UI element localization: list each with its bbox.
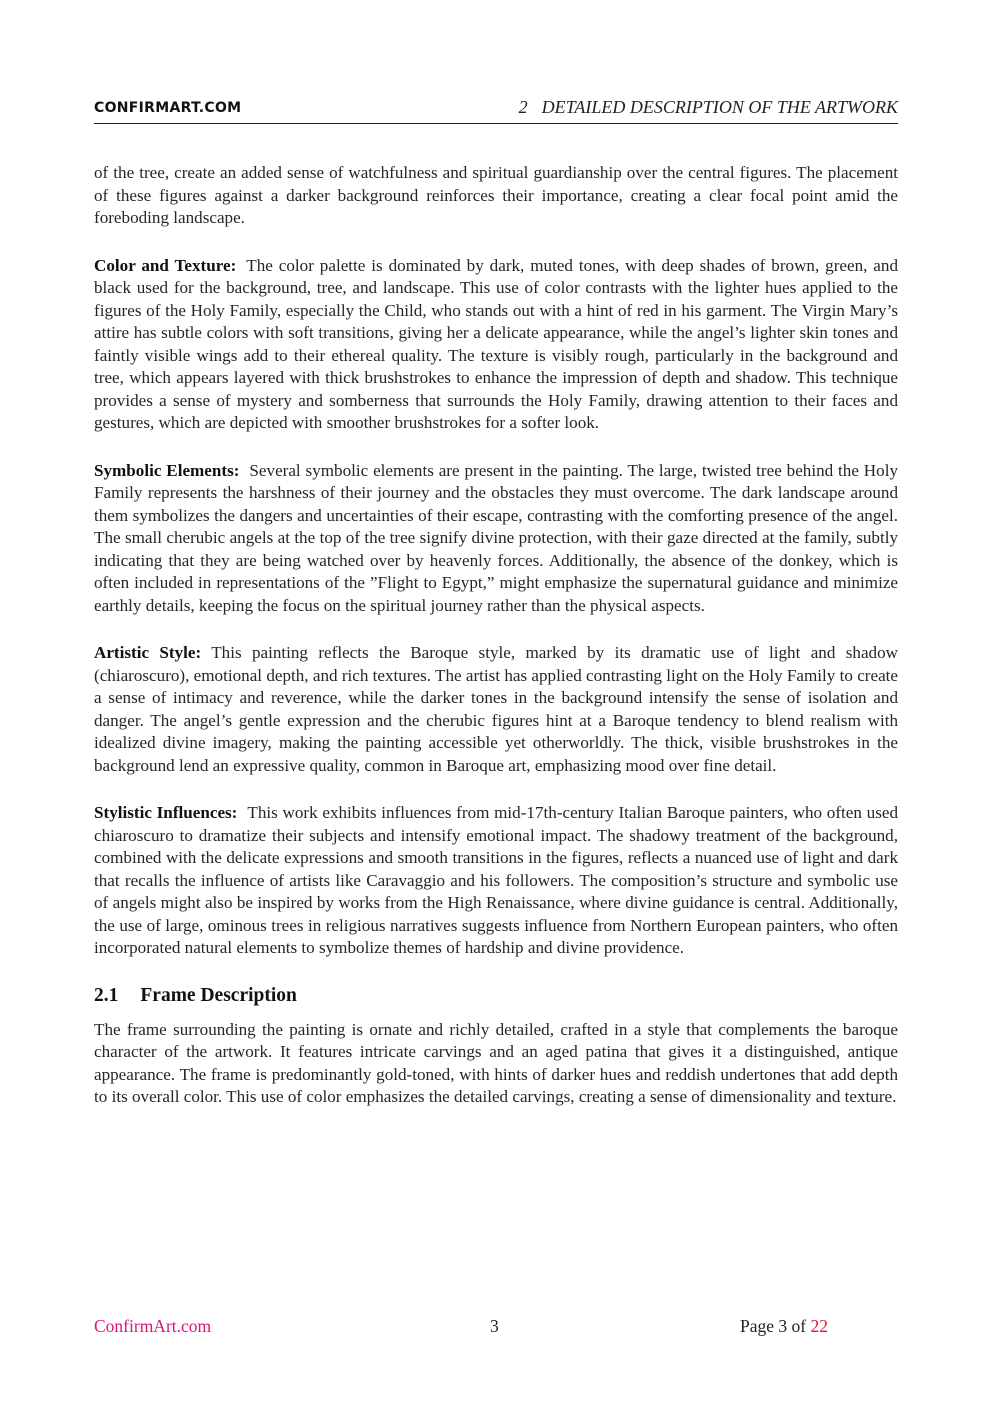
subsection-heading xyxy=(94,985,898,1007)
running-head-section-title: DETAILED DESCRIPTION OF THE ARTWORK xyxy=(541,97,898,117)
intro-paragraph: of the tree, create an added sense of watchfulness and spiritual guardianship over the central figures. The placement of these figures against a darker background reinforces their importance, creating a clear focal point amid the foreboding landscape. xyxy=(94,163,898,227)
paragraph-text: This work exhibits influences from mid-17th-century Italian Baroque painters, who often used chiaroscuro to dramatize their subjects and intensify emotional impact. The shadowy treatment of the background, combined with the delicate expressions and smooth transitions in the figures, reflects a nuanced use of light and dark that recalls the influence of artists like Caravaggio and his followers. The composition’s structure and symbolic use of angels might also be inspired by works from the High Renaissance, where divine guidance is central. Additionally, the use of large, ominous trees in religious narratives suggests influence from Northern European painters, who often incorporated natural elements to symbolize themes of hardship and divine providence. xyxy=(94,803,898,957)
page-body xyxy=(94,162,898,1134)
paragraph-text: The color palette is dominated by dark, muted tones, with deep shades of brown, green, and black used for the background, tree, and landscape. This use of color contrasts with the lighter hues applied to the figures of the Holy Family, especially the Child, who stands out with a hint of red in his garment. The Virgin Mary’s attire has subtle colors with soft transitions, giving her a delicate appearance, while the angel’s lighter skin tones and faintly visible wings add to their ethereal quality. The texture is visibly rough, particularly in the background and tree, which appears layered with thick brushstrokes to enhance the impression of depth and shadow. This technique provides a sense of mystery and somberness that surrounds the Holy Family, drawing attention to their faces and gestures, which are depicted with smoother brushstrokes for a softer look. xyxy=(94,255,898,432)
running-head xyxy=(519,97,898,118)
footer-site-link[interactable]: ConfirmArt.com xyxy=(94,1316,212,1336)
site-logo[interactable]: CONFIRMART.COM xyxy=(94,100,242,116)
paragraph-lead: Symbolic Elements: xyxy=(94,460,240,480)
stylistic-influences-paragraph xyxy=(94,802,898,960)
footer-total-pages-link[interactable]: 22 xyxy=(810,1316,828,1336)
page-header xyxy=(94,97,898,124)
paragraph-lead: Stylistic Influences: xyxy=(94,803,238,822)
color-texture-paragraph xyxy=(94,255,898,435)
paragraph-text: This painting reflects the Baroque style, marked by its dramatic use of light and shadow (chiaroscuro), emotional depth, and rich textures. The artist has applied contrasting light on the Holy Family to create a sense of intimacy and reverence, while the darker tones in the background intensify the sense of isolation and danger. The angel’s gentle expression and the cherubic figures hint at a Baroque tendency to blend realism with idealized divine imagery, making the painting accessible yet otherworldly. The thick, visible brushstrokes in the background lend an expressive quality, common in Baroque art, emphasizing mood over fine detail. xyxy=(94,643,898,775)
subsection-number: 2.1 xyxy=(94,984,119,1006)
paragraph-text: Several symbolic elements are present in the painting. The large, twisted tree behind the Holy Family represents the harshness of their journey and the obstacles they must overcome. The dark landscape around them symbolizes the dangers and uncertainties of their escape, contrasting with the comforting presence of the angel. The small cherubic angels at the top of the tree signify divine protection, with their gaze directed at the family, subtly indicating that they are being watched over by heavenly forces. Additionally, the absence of the donkey, which is often included in representations of the ”Flight to Egypt,” might emphasize the supernatural guidance and minimize earthly details, keeping the focus on the spiritual journey rather than the physical aspects. xyxy=(94,460,898,615)
footer-page-count xyxy=(740,1316,828,1337)
symbolic-elements-paragraph xyxy=(94,460,898,618)
artistic-style-paragraph xyxy=(94,642,898,777)
paragraph-lead: Artistic Style: xyxy=(94,643,202,662)
running-head-section-number: 2 xyxy=(518,97,528,117)
subsection-title: Frame Description xyxy=(140,984,297,1006)
footer-page-label: Page 3 of xyxy=(740,1316,807,1336)
frame-description-paragraph: The frame surrounding the painting is ornate and richly detailed, crafted in a style that complements the baroque character of the artwork. It features intricate carvings and an aged patina that gives it a distinguished, antique appearance. The frame is predominantly gold-toned, with hints of darker hues and reddish undertones that add depth to its overall color. This use of color emphasizes the detailed carvings, creating a sense of dimensionality and texture. xyxy=(94,1019,898,1106)
paragraph-lead: Color and Texture: xyxy=(94,255,237,275)
footer-page-number: 3 xyxy=(490,1316,499,1336)
